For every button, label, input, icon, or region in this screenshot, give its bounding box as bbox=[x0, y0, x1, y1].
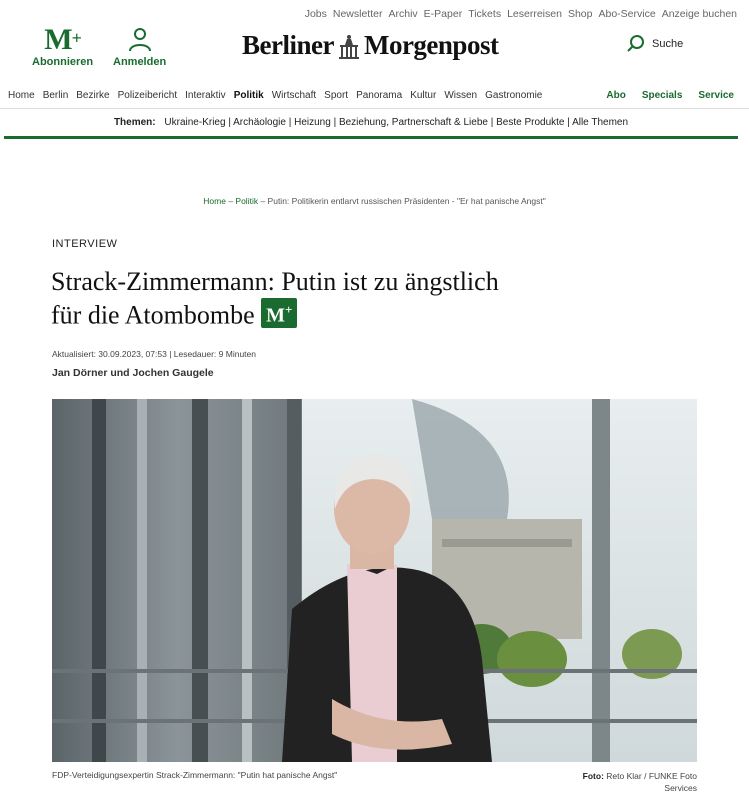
article-headline bbox=[51, 266, 611, 332]
top-links bbox=[305, 8, 737, 20]
breadcrumb-current: Putin: Politikerin entlarvt russischen Präsidenten - "Er hat panische Angst" bbox=[267, 196, 546, 206]
top-link-shop[interactable]: Shop bbox=[567, 8, 593, 20]
mplus-badge-icon: M+ bbox=[261, 298, 297, 328]
article-kicker: INTERVIEW bbox=[52, 238, 118, 250]
themen-label: Themen: bbox=[113, 117, 156, 128]
top-link-abo-service[interactable]: Abo-Service bbox=[598, 8, 656, 20]
article-meta: Aktualisiert: 30.09.2023, 07:53 | Lesedauer: 9 Minuten bbox=[52, 349, 256, 359]
nav-item-service[interactable]: Service bbox=[698, 90, 734, 101]
themen-links[interactable]: Ukraine-Krieg | Archäologie | Heizung | Beziehung, Partnerschaft & Liebe | Beste Produkte | Alle Themen bbox=[164, 117, 629, 128]
abonnieren-label: Abonnieren bbox=[32, 56, 94, 68]
headline-line-1: Strack-Zimmermann: Putin ist zu ängstlich bbox=[51, 267, 499, 296]
themen-bar bbox=[4, 110, 738, 139]
nav-item-interaktiv[interactable]: Interaktiv bbox=[185, 90, 226, 101]
user-icon bbox=[127, 26, 153, 52]
search-icon bbox=[626, 34, 646, 54]
breadcrumb: Home – Politik – Putin: Politikerin entlarvt russischen Präsidenten - "Er hat panische Angst" bbox=[203, 196, 546, 206]
top-link-leserreisen[interactable]: Leserreisen bbox=[507, 8, 562, 20]
portrait-image bbox=[52, 399, 697, 762]
top-link-epaper[interactable]: E-Paper bbox=[423, 8, 463, 20]
credit-label: Foto: bbox=[582, 771, 604, 781]
headline-line-2: für die Atombombe bbox=[51, 300, 255, 330]
credit-text: Reto Klar / FUNKE Foto Services bbox=[606, 771, 697, 793]
breadcrumb-home[interactable]: Home bbox=[203, 196, 226, 206]
nav-item-home[interactable]: Home bbox=[8, 90, 35, 101]
nav-item-wissen[interactable]: Wissen bbox=[444, 90, 478, 101]
nav-item-berlin[interactable]: Berlin bbox=[42, 90, 69, 101]
nav-item-polizeibericht[interactable]: Polizeibericht bbox=[117, 90, 178, 101]
search-label: Suche bbox=[652, 38, 684, 50]
anmelden-label: Anmelden bbox=[113, 56, 167, 68]
top-link-anzeige-buchen[interactable]: Anzeige buchen bbox=[661, 8, 737, 20]
site-logo[interactable] bbox=[242, 30, 498, 61]
article-photo bbox=[52, 399, 697, 762]
nav-item-abo[interactable]: Abo bbox=[606, 90, 626, 101]
top-link-newsletter[interactable]: Newsletter bbox=[332, 8, 383, 20]
photo-caption: FDP-Verteidigungsexpertin Strack-Zimmermann: "Putin hat panische Angst" bbox=[52, 770, 338, 780]
nav-item-bezirke[interactable]: Bezirke bbox=[76, 90, 110, 101]
search-button[interactable] bbox=[626, 34, 683, 54]
nav-item-specials[interactable]: Specials bbox=[641, 90, 683, 101]
article-authors[interactable]: Jan Dörner und Jochen Gaugele bbox=[52, 367, 214, 379]
top-link-jobs[interactable]: Jobs bbox=[304, 8, 327, 20]
nav-item-kultur[interactable]: Kultur bbox=[410, 90, 437, 101]
nav-item-wirtschaft[interactable]: Wirtschaft bbox=[271, 90, 317, 101]
nav-item-politik[interactable]: Politik bbox=[233, 90, 264, 101]
logo-text-left: Berliner bbox=[242, 30, 334, 60]
nav-item-sport[interactable]: Sport bbox=[324, 90, 349, 101]
nav-item-gastronomie[interactable]: Gastronomie bbox=[485, 90, 543, 101]
top-link-tickets[interactable]: Tickets bbox=[468, 8, 502, 20]
brandenburg-gate-icon bbox=[338, 33, 360, 59]
mplus-logo-icon: M+ bbox=[44, 23, 81, 56]
photo-credit bbox=[560, 770, 697, 794]
main-nav bbox=[0, 84, 749, 109]
breadcrumb-politik[interactable]: Politik bbox=[235, 196, 259, 206]
abonnieren-button[interactable] bbox=[32, 23, 94, 68]
nav-item-panorama[interactable]: Panorama bbox=[356, 90, 403, 101]
top-link-archiv[interactable]: Archiv bbox=[388, 8, 418, 20]
logo-text-right: Morgenpost bbox=[363, 30, 499, 60]
anmelden-button[interactable] bbox=[113, 26, 166, 68]
